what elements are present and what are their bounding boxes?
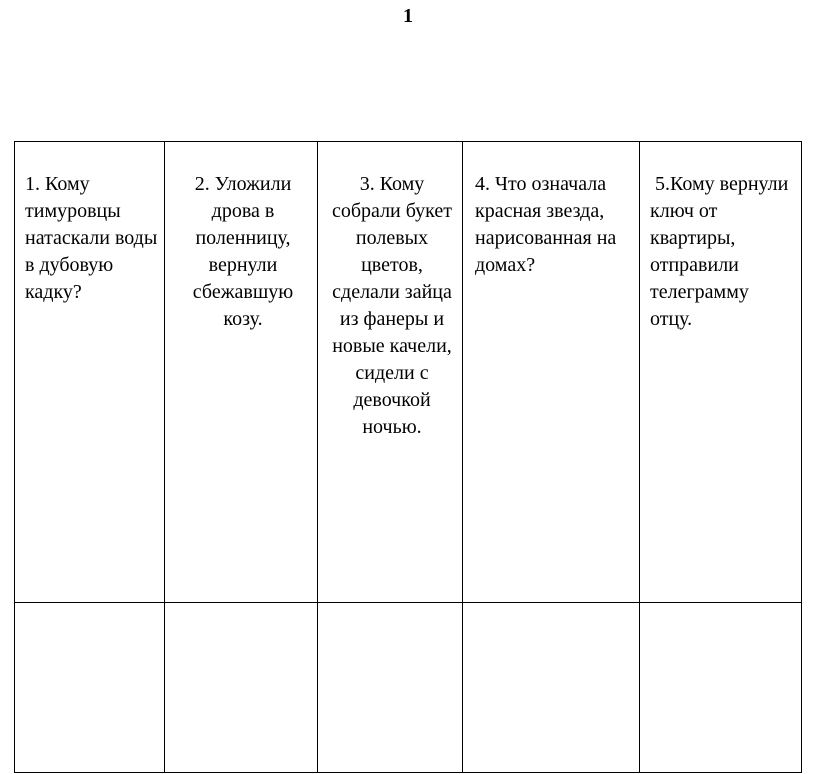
answers-row [15, 603, 802, 773]
question-cell-2 [165, 142, 318, 603]
question-cell-3 [318, 142, 463, 603]
answer-cell-3[interactable] [318, 603, 463, 773]
question-text-5: 5.Кому вернули ключ от квартиры, отправили телеграмму отцу. [650, 173, 794, 330]
answer-cell-2[interactable] [165, 603, 318, 773]
question-text-4: 4. Что означала красная звезда, нарисованная на домах? [475, 173, 617, 276]
question-cell-4 [463, 142, 640, 603]
questions-row [15, 142, 802, 603]
question-text-1: 1. Кому тимуровцы натаскали воды в дубовую кадку? [25, 173, 158, 303]
question-text-2: 2. Уложили дрова в поленницу, вернули сбежавшую козу. [192, 173, 294, 330]
question-cell-5 [640, 142, 802, 603]
answer-cell-4[interactable] [463, 603, 640, 773]
answer-cell-1[interactable] [15, 603, 165, 773]
answer-cell-5[interactable] [640, 603, 802, 773]
question-table [14, 141, 802, 773]
question-cell-1 [15, 142, 165, 603]
question-text-3: 3. Кому собрали букет полевых цветов, сделали зайца из фанеры и новые качели, сидели с девочкой ночью. [331, 173, 453, 438]
page-number: 1 [403, 5, 413, 27]
